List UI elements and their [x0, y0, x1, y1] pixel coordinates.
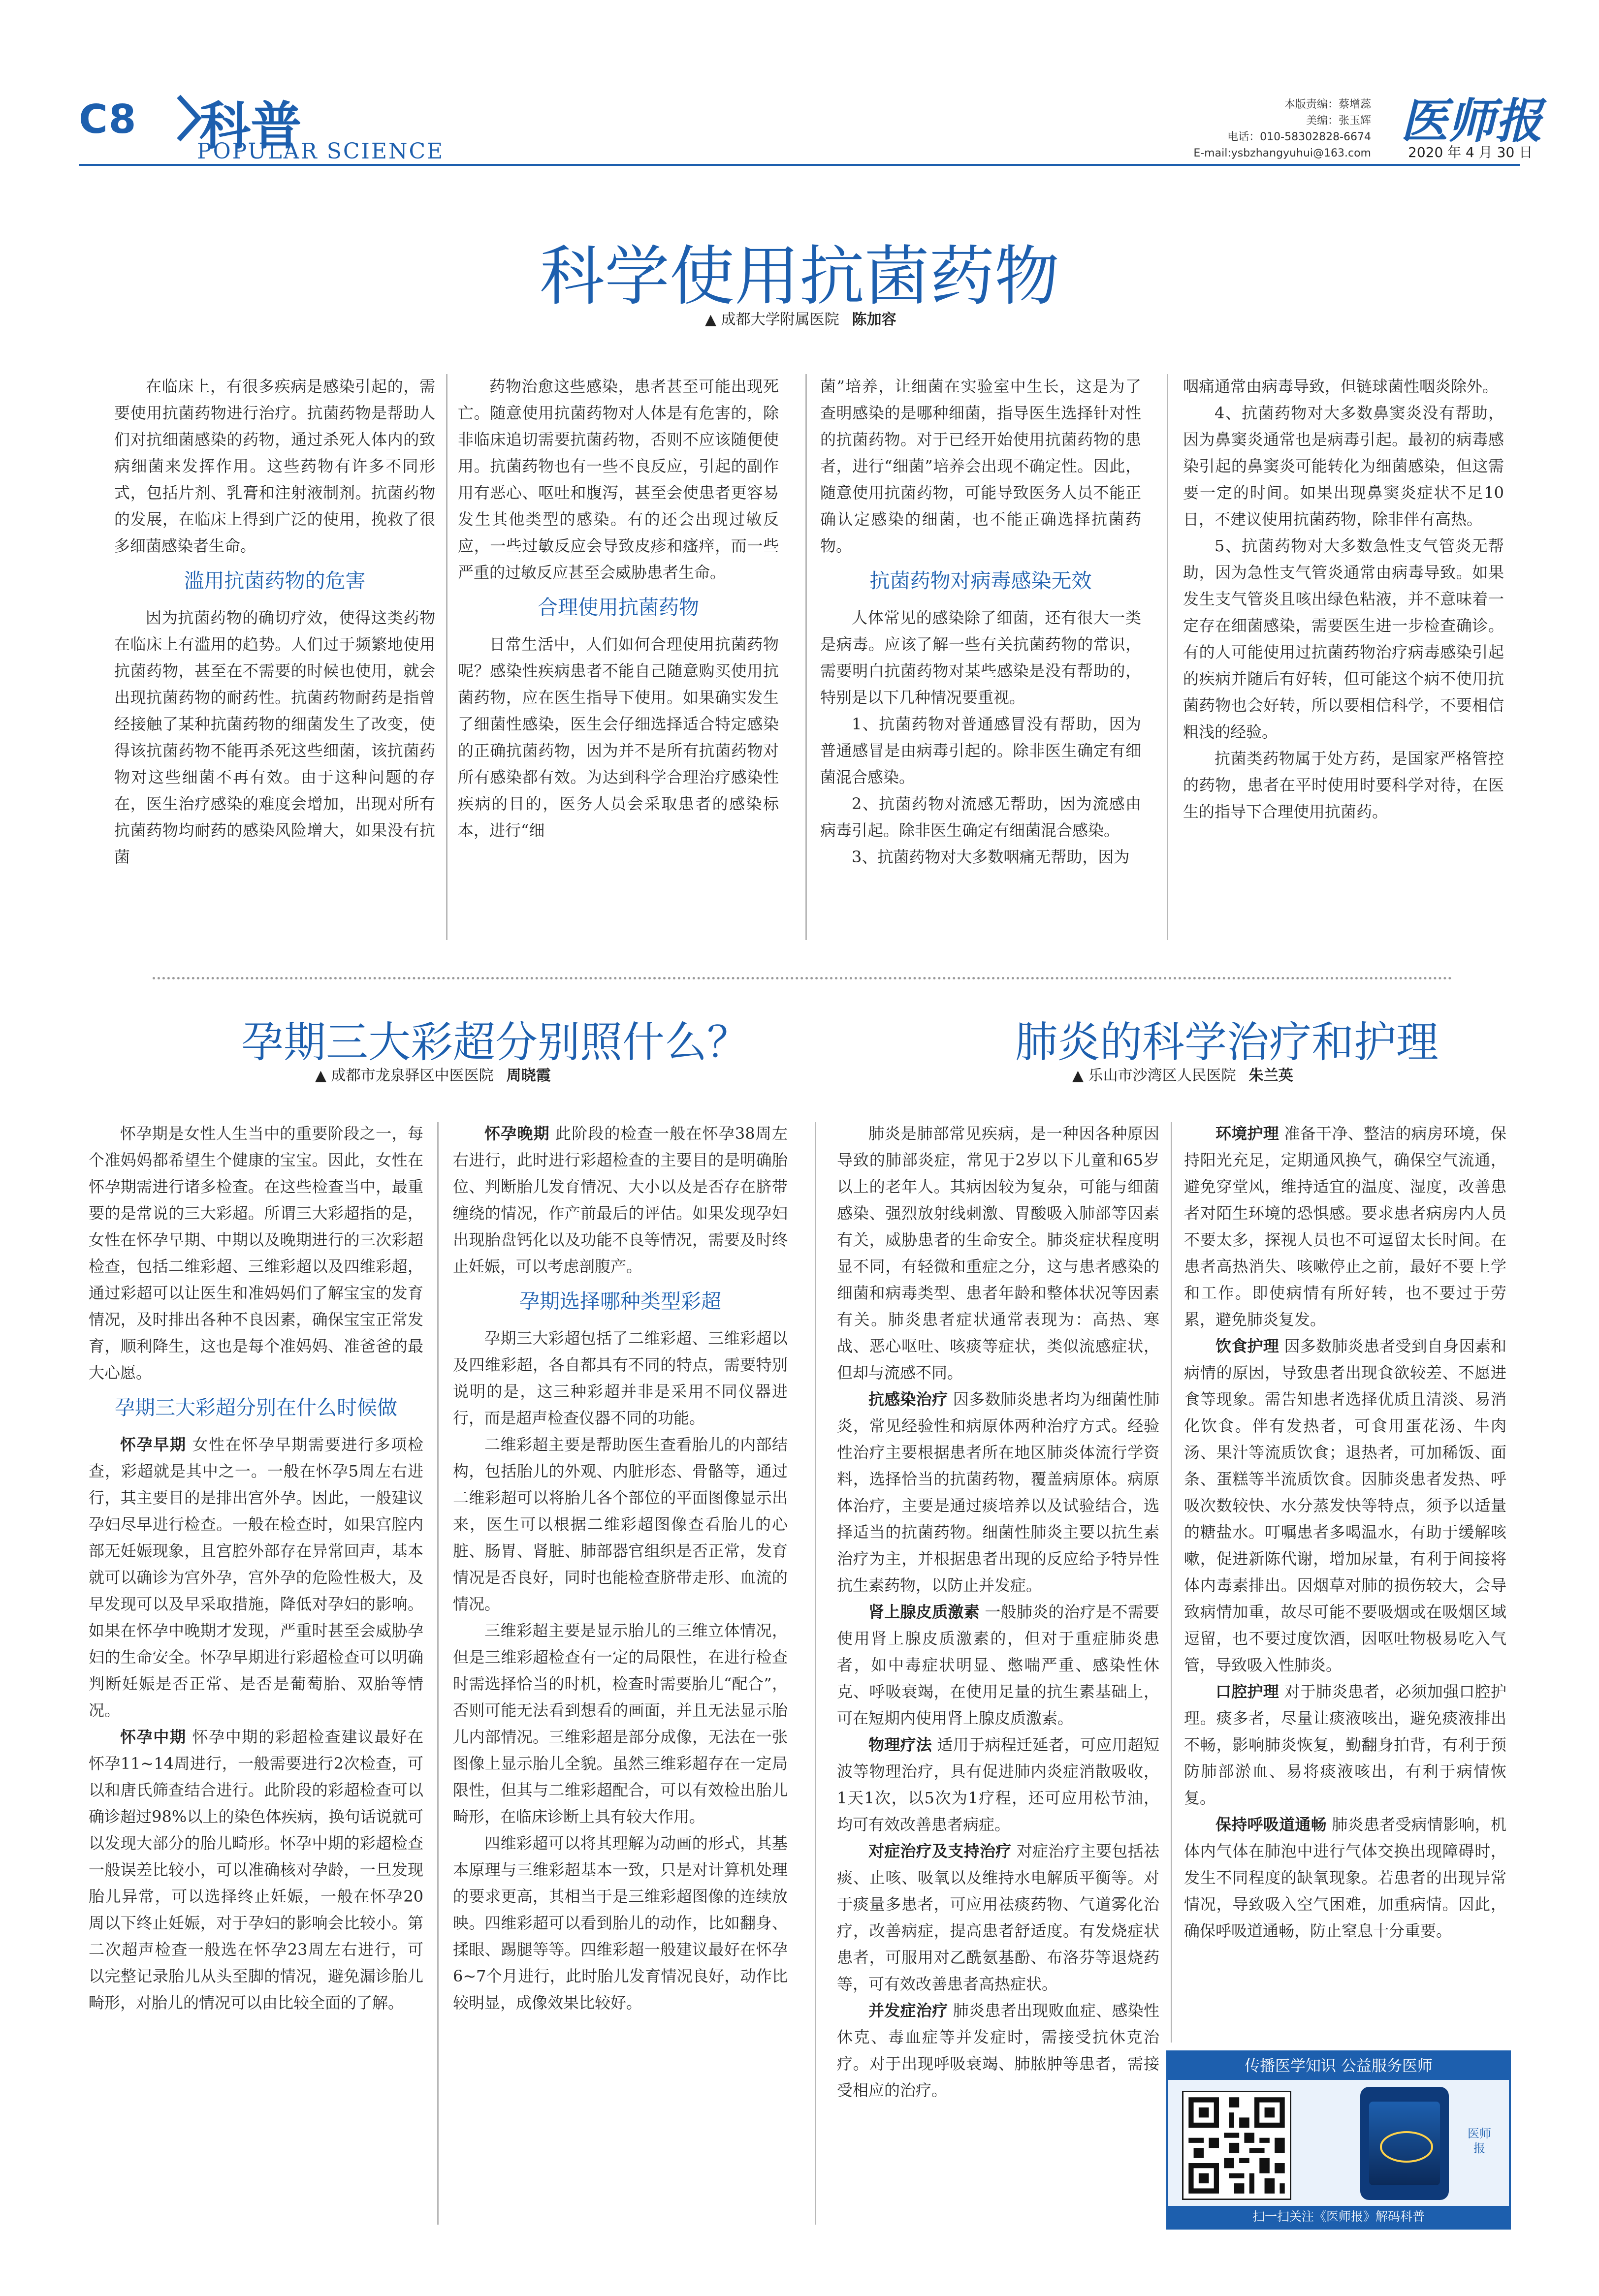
paragraph: 对症治疗及支持治疗 对症治疗主要包括祛痰、止咳、吸氧以及维持水电解质平衡等。对于痰量多患者，可应用祛痰药物、气道雾化治疗，改善病症，提高患者舒适度。有发烧症状患者，可服用对乙酰氨基酚、布洛芬等退烧药等，可有效改善患者高热症状。 [837, 1842, 1159, 1993]
paragraph: 口腔护理 对于肺炎患者，必须加强口腔护理。痰多者，尽量让痰液咳出，避免痰液排出不畅，影响肺炎恢复，勤翻身拍背，有利于预防肺部淤血、易将痰液咳出，有利于病情恢复。 [1184, 1682, 1506, 1807]
phone-illustration [1360, 2087, 1449, 2200]
section-subtitle: POPULAR SCIENCE [197, 139, 445, 164]
paragraph: 5、抗菌药物对大多数急性支气管炎无帮助，因为急性支气管炎通常由病毒导致。如果发生支气管炎且咳出绿色粘液，并不意味着一定存在细菌感染，需要医生进一步检查确诊。有的人可能使用过抗菌药物治疗病毒感染引起的疾病并随后有好转，但可能这个病不使用抗菌药物也会好转，所以要相信科学，不要相信粗浅的经验。 [1183, 536, 1504, 741]
article2-column-1 [89, 1120, 423, 2016]
paragraph: 肾上腺皮质激素 一般肺炎的治疗是不需要使用肾上腺皮质激素的，但对于重症肺炎患者，如中毒症状明显、憋喘严重、感染性休克、呼吸衰竭，在使用足量的抗生素基础上，可在短期内使用肾上腺皮质激素。 [837, 1603, 1159, 1728]
column-divider [446, 374, 448, 940]
article1-byline [705, 307, 896, 329]
paragraph-lead: 对症治疗及支持治疗 [868, 1842, 1012, 1860]
column-divider [437, 1122, 439, 2225]
paragraph-lead: 保持呼吸道通畅 [1215, 1815, 1327, 1834]
article1-column-2 [458, 373, 779, 844]
paragraph: 孕期三大彩超包括了二维彩超、三维彩超以及四维彩超，各自都具有不同的特点，需要特别说明的是，这三种彩超并非是采用不同仪器进行，而是超声检查仪器不同的功能。 [453, 1329, 788, 1427]
paragraph-lead: 物理疗法 [868, 1735, 932, 1754]
paragraph: 二维彩超主要是帮助医生查看胎儿的内部结构，包括胎儿的外观、内脏形态、骨骼等，通过二维彩超可以将胎儿各个部位的平面图像显示出来，医生可以根据二维彩超图像查看胎儿的心脏、肠胃、肾脏、肺部器官组织是否正常，发育情况是否良好，同时也能检查脐带走形、血流的情况。 [453, 1435, 788, 1613]
paragraph: 物理疗法 适用于病程迁延者，可应用超短波等物理治疗，具有促进肺内炎症消散吸收，1天1次，以5次为1疗程，还可应用松节油，均可有效改善患者病症。 [837, 1735, 1159, 1834]
page-number: C8 [79, 96, 137, 142]
subheading: 孕期三大彩超分别在什么时候做 [115, 1396, 397, 1419]
paragraph-lead: 饮食护理 [1215, 1337, 1279, 1355]
column-divider [815, 1122, 816, 2225]
byline-author: 朱兰英 [1248, 1067, 1293, 1084]
qr-code-icon[interactable] [1182, 2091, 1291, 2200]
subheading: 抗菌药物对病毒感染无效 [869, 569, 1092, 593]
article3-column-2 [1184, 1120, 1506, 1944]
paragraph: 因为抗菌药物的确切疗效，使得这类药物在临床上有滥用的趋势。人们过于频繁地使用抗菌药物，甚至在不需要的时候也使用，就会出现抗菌药物的耐药性。抗菌药物耐药是指曾经接触了某种抗菌药物的细菌发生了改变，使得该抗菌药物不能再杀死这些细菌，该抗菌药物对这些细菌不再有效。由于这种问题的存在，医生治疗感染的难度会增加，出现对所有抗菌药物均耐药的感染风险增大，如果没有抗菌 [114, 608, 435, 866]
article2-column-2 [453, 1120, 788, 2016]
paragraph: 2、抗菌药物对流感无帮助，因为流感由病毒引起。除非医生确定有细菌混合感染。 [820, 794, 1141, 840]
paragraph: 四维彩超可以将其理解为动画的形式，其基本原理与三维彩超基本一致，只是对计算机处理的要求更高，其相当于是三维彩超图像的连续放映。四维彩超可以看到胎儿的动作，比如翻身、揉眼、踢腿等等。四维彩超一般建议最好在怀孕6~7个月进行，此时胎儿发育情况良好，动作比较明显，成像效果比较好。 [453, 1834, 788, 2012]
paragraph: 环境护理 准备干净、整洁的病房环境，保持阳光充足，定期通风换气，确保空气流通，避免穿堂风，维持适宜的温度、湿度，改善患者对陌生环境的恐惧感。要求患者病房内人员不要太多，探视人员也不可逗留太长时间。在患者高热消失、咳嗽停止之前，最好不要上学和工作。即使病情有所好转，也不要过于劳累，避免肺炎复发。 [1184, 1124, 1506, 1329]
paragraph: 怀孕晚期 此阶段的检查一般在怀孕38周左右进行，此时进行彩超检查的主要目的是明确胎位、判断胎儿发育情况、大小以及是否存在脐带缠绕的情况，作产前最后的评估。如果发现孕妇出现胎盘钙化以及功能不良等情况，需要及时终止妊娠，可以考虑剖腹产。 [453, 1124, 788, 1276]
paragraph: 饮食护理 因多数肺炎患者受到自身因素和病情的原因，导致患者出现食欲较差、不愿进食等现象。需告知患者选择优质且清淡、易消化饮食。伴有发热者，可食用蛋花汤、牛肉汤、果汁等流质饮食；退热者，可加稀饭、面条、蛋糕等半流质饮食。因肺炎患者发热、呼吸次数较快、水分蒸发快等特点，须予以适量的糖盐水。叮嘱患者多喝温水，有助于缓解咳嗽，促进新陈代谢，增加尿量，有利于间接将体内毒素排出。因烟草对肺的损伤较大，会导致病情加重，故尽可能不要吸烟或在吸烟区域逗留，也不要过度饮酒，因呕吐物极易吃入气管，导致吸入性肺炎。 [1184, 1337, 1506, 1674]
article2-byline [315, 1063, 551, 1085]
paragraph: 菌”培养，让细菌在实验室中生长，这是为了查明感染的是哪种细菌，指导医生选择针对性的抗菌药物。对于已经开始使用抗菌药物的患者，进行“细菌”培养会出现不确定性。因此，随意使用抗菌药物，可能导致医务人员不能正确认定感染的细菌，也不能正确选择抗菌药物。 [820, 377, 1141, 555]
paragraph: 药物治愈这些感染，患者甚至可能出现死亡。随意使用抗菌药物对人体是有危害的，除非临床追切需要抗菌药物，否则不应该随便使用。抗菌药物也有一些不良反应，引起的副作用有恶心、呕吐和腹泻，甚至会使患者更容易发生其他类型的感染。有的还会出现过敏反应，一些过敏反应会导致皮疹和瘙痒，而一些严重的过敏反应甚至会威胁患者生命。 [458, 377, 779, 582]
paragraph-lead: 肾上腺皮质激素 [868, 1603, 980, 1621]
paragraph: 怀孕早期 女性在怀孕早期需要进行多项检查，彩超就是其中之一。一般在怀孕5周左右进行，其主要目的是排出宫外孕。因此，一般建议孕妇尽早进行检查。一般在检查时，如果宫腔内部无妊娠现象，且宫腔外部存在异常回声，基本就可以确诊为宫外孕，宫外孕的危险性极大，及早发现可以及早采取措施，降低对孕妇的影响。如果在怀孕中晚期才发现，严重时甚至会威胁孕妇的生命安全。怀孕早期进行彩超检查可以明确判断妊娠是否正常、是否是葡萄胎、双胎等情况。 [89, 1435, 423, 1720]
promo-box [1166, 2050, 1511, 2230]
subheading: 合理使用抗菌药物 [538, 596, 699, 619]
paragraph: 人体常见的感染除了细菌，还有很大一类是病毒。应该了解一些有关抗菌药物的常识，需要明白抗菌药物对某些感染是没有帮助的，特别是以下几种情况要重视。 [820, 608, 1141, 707]
paragraph-lead: 口腔护理 [1215, 1682, 1279, 1701]
promo-bottom-banner: 扫一扫关注《医师报》解码科普 [1168, 2206, 1509, 2228]
article3-byline [1072, 1063, 1293, 1085]
paragraph: 日常生活中，人们如何合理使用抗菌药物呢？感染性疾病患者不能自己随意购买使用抗菌药物，应在医生指导下使用。如果确实发生了细菌性感染，医生会仔细选择适合特定感染的正确抗菌药物，因为并不是所有抗菌药物对所有感染都有效。为达到科学合理治疗感染性疾病的目的，医务人员会采取患者的感染标本，进行“细 [458, 635, 779, 840]
article1-column-3 [820, 373, 1141, 870]
paragraph: 三维彩超主要是显示胎儿的三维立体情况，但是三维彩超检查有一定的局限性，在进行检查时需选择恰当的时机，检查时需要胎儿“配合”，否则可能无法看到想看的画面，并且无法显示胎儿内部情况。三维彩超是部分成像，无法在一张图像上显示胎儿全貌。虽然三维彩超存在一定局限性，但其与二维彩超配合，可以有效检出胎儿畸形，在临床诊断上具有较大作用。 [453, 1621, 788, 1826]
article3-title: 肺炎的科学治疗和护理 [1015, 1018, 1439, 1067]
paragraph: 3、抗菌药物对大多数咽痛无帮助，因为 [852, 848, 1130, 866]
paragraph: 并发症治疗 肺炎患者出现败血症、感染性休克、毒血症等并发症时，需接受抗休克治疗。对于出现呼吸衰竭、肺脓肿等患者，需接受相应的治疗。 [837, 2001, 1159, 2100]
masthead-logo: 医师报 [1401, 93, 1542, 149]
article1-column-1 [114, 373, 435, 870]
article1-column-4 [1183, 373, 1504, 825]
paragraph: 在临床上，有很多疾病是感染引起的，需要使用抗菌药物进行治疗。抗菌药物是帮助人们对抗细菌感染的药物，通过杀死人体内的致病细菌来发挥作用。这些药物有许多不同形式，包括片剂、乳膏和注射液制剂。抗菌药物的发展，在临床上得到广泛的使用，挽救了很多细菌感染者生命。 [114, 377, 435, 555]
article1-title: 科学使用抗菌药物 [540, 239, 1059, 315]
article3-column-1 [837, 1120, 1159, 2104]
paragraph-lead: 并发症治疗 [868, 2001, 948, 2020]
paragraph-lead: 怀孕晚期 [484, 1124, 550, 1143]
byline-org: ▲ 乐山市沙湾区人民医院 [1072, 1067, 1236, 1084]
paragraph-lead: 怀孕早期 [120, 1435, 187, 1454]
header-rule [79, 164, 1520, 166]
paragraph: 抗感染治疗 因多数肺炎患者均为细菌性肺炎，常见经验性和病原体两种治疗方式。经验性治疗主要根据患者所在地区肺炎体流行学资料，选择恰当的抗菌药物，覆盖病原体。病原体治疗，主要是通过痰培养以及试验结合，选择适当的抗菌药物。细菌性肺炎主要以抗生素治疗为主，并根据患者出现的反应给予特异性抗生素药物，以防止并发症。 [837, 1390, 1159, 1595]
paragraph: 咽痛通常由病毒导致，但链球菌性咽炎除外。 [1183, 377, 1499, 396]
paragraph-lead: 环境护理 [1215, 1124, 1279, 1143]
byline-author: 周晓霞 [506, 1067, 551, 1084]
paragraph: 怀孕中期 怀孕中期的彩超检查建议最好在怀孕11~14周进行，一般需要进行2次检查，可以和唐氏筛查结合进行。此阶段的彩超检查可以确诊超过98%以上的染色体疾病，换句话说就可以发现大部分的胎儿畸形。怀孕中期的彩超检查一般误差比较小，可以准确核对孕龄，一旦发现胎儿异常，可以选择终止妊娠，一般在怀孕20周以下终止妊娠，对于孕妇的影响会比较小。第二次超声检查一般选在怀孕23周左右进行，可以完整记录胎儿从头至脚的情况，避免漏诊胎儿畸形，对胎儿的情况可以由比较全面的了解。 [89, 1728, 423, 2012]
designer: 美编：张玉辉 [1306, 115, 1371, 127]
byline-org: ▲ 成都大学附属医院 [705, 311, 839, 328]
editor: 本版责编：蔡增蕊 [1284, 98, 1371, 111]
column-divider [1171, 1122, 1172, 2043]
paragraph: 保持呼吸道通畅 肺炎患者受病情影响，机体内气体在肺泡中进行气体交换出现障碍时，发生不同程度的缺氧现象。若患者的出现异常情况，导致吸入空气困难，加重病情。因此，确保呼吸道通畅，防止窒息十分重要。 [1184, 1815, 1506, 1940]
column-divider [805, 374, 807, 940]
issue-date: 2020 年 4 月 30 日 [1408, 144, 1533, 160]
paragraph-lead: 抗感染治疗 [868, 1390, 948, 1409]
paragraph: 怀孕期是女性人生当中的重要阶段之一，每个准妈妈都希望生个健康的宝宝。因此，女性在怀孕期需进行诸多检查。在这些检查当中，最重要的是常说的三大彩超。所谓三大彩超指的是，女性在怀孕早期、中期以及晚期进行的三次彩超检查，包括二维彩超、三维彩超以及四维彩超，通过彩超可以让医生和准妈妈们了解宝宝的发育情况，及时排出各种不良因素，确保宝宝正常发育，顺利降生，这也是每个准妈妈、准爸爸的最大心愿。 [89, 1124, 423, 1382]
byline-author: 陈加容 [852, 311, 896, 328]
byline-org: ▲ 成都市龙泉驿区中医医院 [315, 1067, 494, 1084]
section-title: 科普 [199, 96, 302, 156]
phone: 电话：010-58302828-6674 [1227, 131, 1371, 143]
article2-title: 孕期三大彩超分别照什么？ [241, 1018, 749, 1067]
column-divider [1167, 374, 1168, 940]
paragraph: 1、抗菌药物对普通感冒没有帮助，因为普通感冒是由病毒引起的。除非医生确定有细菌混合感染。 [820, 715, 1141, 786]
email: E-mail:ysbzhangyuhui@163.com [1193, 147, 1371, 159]
paragraph-lead: 怀孕中期 [120, 1728, 187, 1746]
subheading: 滥用抗菌药物的危害 [184, 569, 366, 593]
promo-top-banner: 传播医学知识 公益服务医师 [1168, 2052, 1509, 2080]
section-divider [153, 977, 1452, 979]
subheading: 孕期选择哪种类型彩超 [519, 1290, 721, 1313]
paragraph: 抗菌类药物属于处方药，是国家严格管控的药物，患者在平时使用时要科学对待，在医生的指导下合理使用抗菌药。 [1183, 749, 1504, 821]
paragraph: 4、抗菌药物对大多数鼻窦炎没有帮助，因为鼻窦炎通常也是病毒引起。最初的病毒感染引起的鼻窦炎可能转化为细菌感染，但这需要一定的时间。如果出现鼻窦炎症状不足10日，不建议使用抗菌药物，除非伴有高热。 [1183, 404, 1504, 529]
editor-info [1179, 96, 1371, 161]
promo-side-label: 医师报 [1468, 2127, 1491, 2155]
paragraph: 肺炎是肺部常见疾病，是一种因各种原因导致的肺部炎症，常见于2岁以下儿童和65岁以上的老年人。其病因较为复杂，可能与细菌感染、强烈放射线刺激、胃酸吸入肺部等因素有关，威胁患者的生命安全。肺炎症状程度明显不同，有轻微和重症之分，这与患者感染的细菌和病毒类型、患者年龄和整体状况等因素有关。肺炎患者症状通常表现为：高热、寒战、恶心呕吐、咳痰等症状，类似流感症状，但却与流感不同。 [837, 1124, 1159, 1382]
